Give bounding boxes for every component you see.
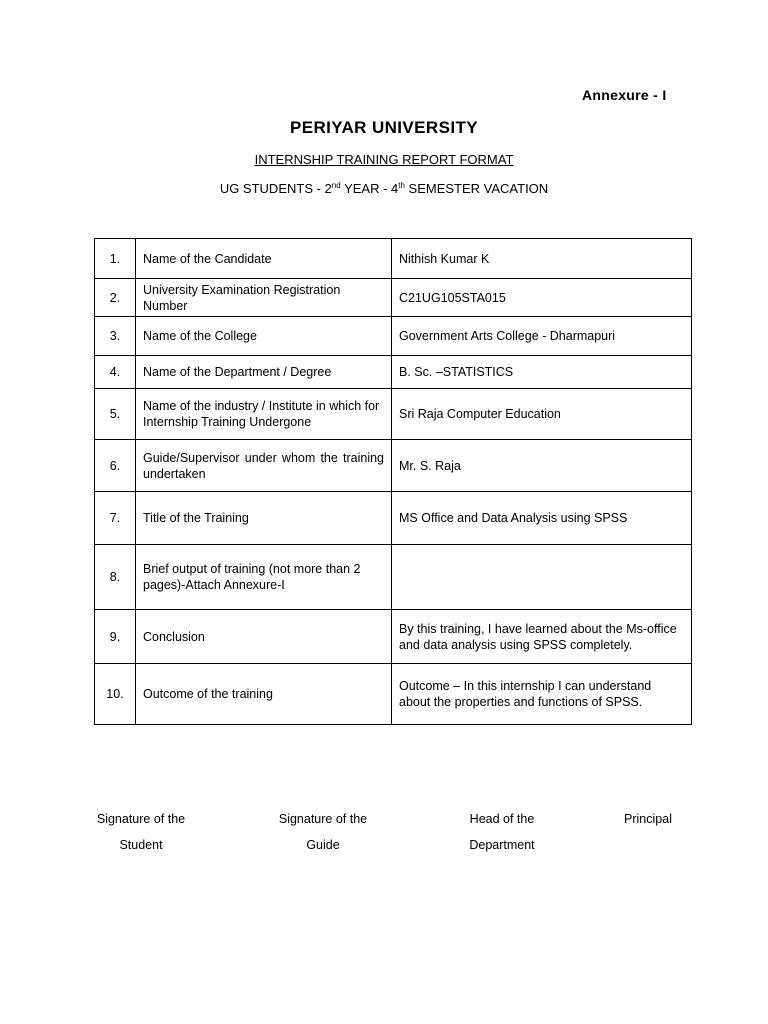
row-value: By this training, I have learned about the Ms-office and data analysis using SPSS completely.	[392, 610, 692, 664]
report-format-title: INTERNSHIP TRAINING REPORT FORMAT	[254, 152, 514, 167]
table-row	[95, 317, 692, 356]
table-row	[95, 389, 692, 440]
table-row	[95, 492, 692, 545]
guide-signature-line1: Signature of the	[278, 812, 368, 826]
head-signature-line1: Head of the	[469, 812, 535, 826]
row-number: 1.	[95, 239, 136, 279]
row-number: 5.	[95, 389, 136, 440]
row-label: Brief output of training (not more than 2 pages)-Attach Annexure-I	[136, 545, 392, 610]
student-signature	[82, 806, 200, 858]
row-number: 9.	[95, 610, 136, 664]
table-row	[95, 239, 692, 279]
row-value: Mr. S. Raja	[392, 440, 692, 492]
semester-sup-1: nd	[331, 181, 341, 190]
row-value: MS Office and Data Analysis using SPSS	[392, 492, 692, 545]
row-label: Name of the College	[136, 317, 392, 356]
row-value: C21UG105STA015	[392, 279, 692, 317]
university-title: PERIYAR UNIVERSITY	[290, 118, 478, 137]
row-number: 7.	[95, 492, 136, 545]
row-value: Nithish Kumar K	[392, 239, 692, 279]
row-number: 4.	[95, 356, 136, 389]
row-label: Name of the industry / Institute in which for Internship Training Undergone	[136, 389, 392, 440]
student-signature-line2: Student	[119, 838, 163, 852]
row-value: B. Sc. –STATISTICS	[392, 356, 692, 389]
row-value: Outcome – In this internship I can understand about the properties and functions of SPSS.	[392, 664, 692, 725]
table-row	[95, 279, 692, 317]
row-label: Name of the Department / Degree	[136, 356, 392, 389]
row-label: Guide/Supervisor under whom the training undertaken	[136, 440, 392, 492]
row-number: 8.	[95, 545, 136, 610]
head-signature-line2: Department	[469, 838, 535, 852]
row-label: University Examination Registration Number	[136, 279, 392, 317]
row-number: 10.	[95, 664, 136, 725]
row-value: Government Arts College - Dharmapuri	[392, 317, 692, 356]
report-table	[94, 238, 692, 725]
table-row	[95, 664, 692, 725]
row-value	[392, 545, 692, 610]
table-row	[95, 545, 692, 610]
row-label: Outcome of the training	[136, 664, 392, 725]
table-row	[95, 356, 692, 389]
row-label: Name of the Candidate	[136, 239, 392, 279]
row-number: 6.	[95, 440, 136, 492]
principal-signature	[612, 806, 684, 832]
semester-line	[0, 181, 768, 196]
row-label: Title of the Training	[136, 492, 392, 545]
student-signature-line1: Signature of the	[96, 812, 186, 826]
annexure-label: Annexure - I	[582, 87, 667, 103]
row-label: Conclusion	[136, 610, 392, 664]
head-signature	[452, 806, 552, 858]
semester-text-1: UG STUDENTS - 2	[219, 181, 332, 196]
semester-text-3: SEMESTER VACATION	[404, 181, 549, 196]
guide-signature	[264, 806, 382, 858]
table-row	[95, 440, 692, 492]
row-number: 2.	[95, 279, 136, 317]
semester-sup-2: th	[398, 181, 405, 190]
table-row	[95, 610, 692, 664]
row-value: Sri Raja Computer Education	[392, 389, 692, 440]
principal-signature-line1: Principal	[624, 812, 672, 826]
semester-text-2: YEAR - 4	[340, 181, 399, 196]
row-number: 3.	[95, 317, 136, 356]
guide-signature-line2: Guide	[306, 838, 340, 852]
